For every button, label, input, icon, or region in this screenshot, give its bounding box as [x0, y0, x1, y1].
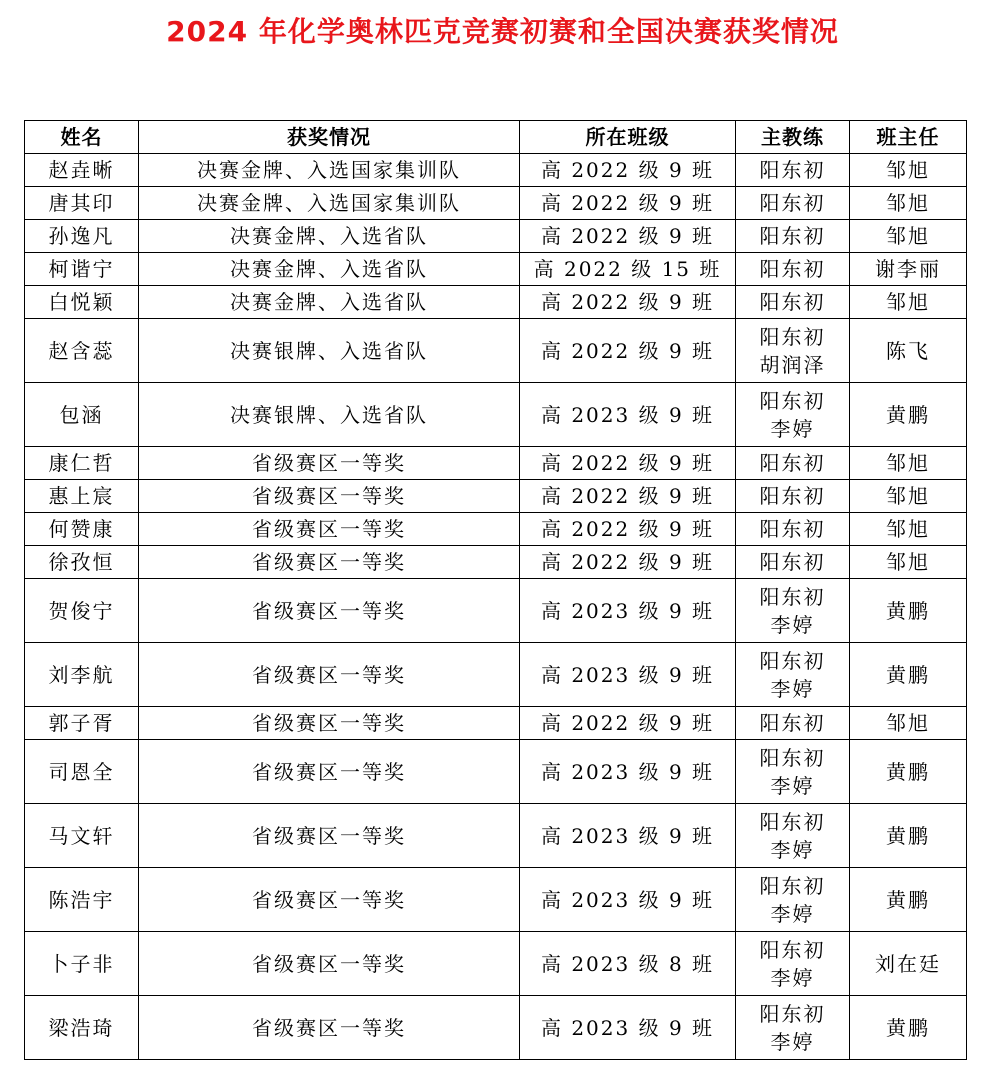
cell-coach [736, 579, 850, 643]
header-coach: 主教练 [736, 121, 850, 154]
table-body [25, 154, 967, 1060]
cell-class: 高 2022 级 9 班 [520, 480, 736, 513]
cell-class: 高 2022 级 9 班 [520, 220, 736, 253]
header-row [25, 121, 967, 154]
coach-name: 阳东初 [759, 451, 826, 475]
cell-teacher: 刘在廷 [850, 932, 967, 996]
table-row [25, 804, 967, 868]
cell-class: 高 2022 级 15 班 [520, 253, 736, 286]
cell-teacher: 黄鹏 [850, 740, 967, 804]
table-row [25, 546, 967, 579]
header-class: 所在班级 [520, 121, 736, 154]
cell-coach [736, 513, 850, 546]
cell-award: 省级赛区一等奖 [139, 740, 520, 804]
cell-teacher: 黄鹏 [850, 868, 967, 932]
cell-coach [736, 154, 850, 187]
cell-coach [736, 643, 850, 707]
cell-teacher: 邹旭 [850, 154, 967, 187]
cell-class: 高 2023 级 9 班 [520, 996, 736, 1060]
table-row [25, 996, 967, 1060]
coach-name: 阳东初 [759, 290, 826, 314]
cell-name: 郭子胥 [25, 707, 139, 740]
cell-coach [736, 286, 850, 319]
coach-name: 阳东初 [759, 937, 826, 962]
coach-name: 胡润泽 [759, 352, 826, 377]
cell-coach [736, 187, 850, 220]
cell-award: 省级赛区一等奖 [139, 546, 520, 579]
cell-name: 梁浩琦 [25, 996, 139, 1060]
cell-teacher: 邹旭 [850, 546, 967, 579]
table-row [25, 253, 967, 286]
cell-teacher: 谢李丽 [850, 253, 967, 286]
cell-name: 何赞康 [25, 513, 139, 546]
cell-class: 高 2022 级 9 班 [520, 154, 736, 187]
cell-name: 康仁哲 [25, 447, 139, 480]
cell-class: 高 2022 级 9 班 [520, 546, 736, 579]
cell-teacher: 黄鹏 [850, 996, 967, 1060]
cell-class: 高 2023 级 8 班 [520, 932, 736, 996]
cell-name: 唐其印 [25, 187, 139, 220]
coach-name: 李婷 [770, 676, 815, 701]
cell-award: 省级赛区一等奖 [139, 868, 520, 932]
cell-name: 白悦颖 [25, 286, 139, 319]
cell-class: 高 2023 级 9 班 [520, 740, 736, 804]
cell-class: 高 2023 级 9 班 [520, 579, 736, 643]
cell-name: 包涵 [25, 383, 139, 447]
coach-name: 阳东初 [759, 1001, 826, 1026]
cell-award: 省级赛区一等奖 [139, 447, 520, 480]
cell-coach [736, 996, 850, 1060]
coach-name: 阳东初 [759, 324, 826, 349]
cell-coach [736, 740, 850, 804]
table-row [25, 383, 967, 447]
cell-teacher: 陈飞 [850, 319, 967, 383]
coach-name: 阳东初 [759, 484, 826, 508]
table-row [25, 643, 967, 707]
cell-class: 高 2022 级 9 班 [520, 187, 736, 220]
cell-award: 省级赛区一等奖 [139, 804, 520, 868]
header-teacher: 班主任 [850, 121, 967, 154]
coach-name: 阳东初 [759, 257, 826, 281]
cell-class: 高 2022 级 9 班 [520, 513, 736, 546]
cell-award: 省级赛区一等奖 [139, 480, 520, 513]
cell-teacher: 黄鹏 [850, 579, 967, 643]
cell-name: 柯谐宁 [25, 253, 139, 286]
cell-award: 决赛金牌、入选省队 [139, 220, 520, 253]
cell-name: 赵含蕊 [25, 319, 139, 383]
cell-name: 陈浩宇 [25, 868, 139, 932]
cell-teacher: 黄鹏 [850, 383, 967, 447]
cell-teacher: 邹旭 [850, 447, 967, 480]
cell-award: 省级赛区一等奖 [139, 996, 520, 1060]
table-row [25, 868, 967, 932]
cell-name: 马文轩 [25, 804, 139, 868]
header-award: 获奖情况 [139, 121, 520, 154]
table-row [25, 220, 967, 253]
cell-name: 卜子非 [25, 932, 139, 996]
cell-coach [736, 707, 850, 740]
cell-coach [736, 220, 850, 253]
coach-name: 阳东初 [759, 191, 826, 215]
cell-class: 高 2023 级 9 班 [520, 868, 736, 932]
table-row [25, 447, 967, 480]
table-row [25, 740, 967, 804]
table-row [25, 932, 967, 996]
cell-name: 赵垚晰 [25, 154, 139, 187]
cell-award: 省级赛区一等奖 [139, 643, 520, 707]
cell-coach [736, 383, 850, 447]
table-row [25, 480, 967, 513]
cell-teacher: 黄鹏 [850, 643, 967, 707]
cell-class: 高 2022 级 9 班 [520, 286, 736, 319]
coach-name: 阳东初 [759, 158, 826, 182]
table-row [25, 707, 967, 740]
coach-name: 阳东初 [759, 745, 826, 770]
cell-award: 省级赛区一等奖 [139, 932, 520, 996]
cell-class: 高 2023 级 9 班 [520, 383, 736, 447]
cell-class: 高 2023 级 9 班 [520, 804, 736, 868]
coach-name: 李婷 [770, 773, 815, 798]
coach-name: 阳东初 [759, 224, 826, 248]
coach-name: 阳东初 [759, 517, 826, 541]
coach-name: 阳东初 [759, 809, 826, 834]
cell-award: 省级赛区一等奖 [139, 579, 520, 643]
cell-name: 司恩全 [25, 740, 139, 804]
coach-name: 李婷 [770, 965, 815, 990]
cell-name: 孙逸凡 [25, 220, 139, 253]
coach-name: 阳东初 [759, 711, 826, 735]
cell-name: 徐孜恒 [25, 546, 139, 579]
coach-name: 阳东初 [759, 550, 826, 574]
cell-class: 高 2023 级 9 班 [520, 643, 736, 707]
awards-table [24, 120, 967, 1060]
table-row [25, 187, 967, 220]
coach-name: 阳东初 [759, 873, 826, 898]
cell-coach [736, 253, 850, 286]
cell-teacher: 邹旭 [850, 707, 967, 740]
cell-award: 省级赛区一等奖 [139, 707, 520, 740]
cell-coach [736, 868, 850, 932]
page-title: 2024 年化学奥林匹克竞赛初赛和全国决赛获奖情况 [166, 15, 839, 48]
table-row [25, 286, 967, 319]
table-row [25, 319, 967, 383]
cell-award: 决赛银牌、入选省队 [139, 383, 520, 447]
coach-name: 阳东初 [759, 648, 826, 673]
cell-award: 决赛金牌、入选国家集训队 [139, 154, 520, 187]
cell-coach [736, 546, 850, 579]
coach-name: 李婷 [770, 1029, 815, 1054]
cell-class: 高 2022 级 9 班 [520, 447, 736, 480]
coach-name: 李婷 [770, 837, 815, 862]
coach-name: 李婷 [770, 416, 815, 441]
coach-name: 李婷 [770, 612, 815, 637]
cell-teacher: 邹旭 [850, 187, 967, 220]
cell-name: 惠上宸 [25, 480, 139, 513]
cell-coach [736, 447, 850, 480]
cell-coach [736, 319, 850, 383]
cell-teacher: 邹旭 [850, 220, 967, 253]
cell-name: 刘李航 [25, 643, 139, 707]
cell-teacher: 邹旭 [850, 480, 967, 513]
cell-teacher: 邹旭 [850, 513, 967, 546]
cell-coach [736, 480, 850, 513]
cell-award: 决赛金牌、入选省队 [139, 253, 520, 286]
cell-name: 贺俊宁 [25, 579, 139, 643]
cell-coach [736, 804, 850, 868]
table-header [25, 121, 967, 154]
header-name: 姓名 [25, 121, 139, 154]
coach-name: 阳东初 [759, 388, 826, 413]
cell-award: 决赛金牌、入选省队 [139, 286, 520, 319]
coach-name: 阳东初 [759, 584, 826, 609]
cell-award: 省级赛区一等奖 [139, 513, 520, 546]
cell-teacher: 黄鹏 [850, 804, 967, 868]
cell-coach [736, 932, 850, 996]
table-row [25, 154, 967, 187]
coach-name: 李婷 [770, 901, 815, 926]
cell-class: 高 2022 级 9 班 [520, 707, 736, 740]
table-row [25, 579, 967, 643]
table-row [25, 513, 967, 546]
cell-teacher: 邹旭 [850, 286, 967, 319]
cell-award: 决赛银牌、入选省队 [139, 319, 520, 383]
cell-award: 决赛金牌、入选国家集训队 [139, 187, 520, 220]
cell-class: 高 2022 级 9 班 [520, 319, 736, 383]
